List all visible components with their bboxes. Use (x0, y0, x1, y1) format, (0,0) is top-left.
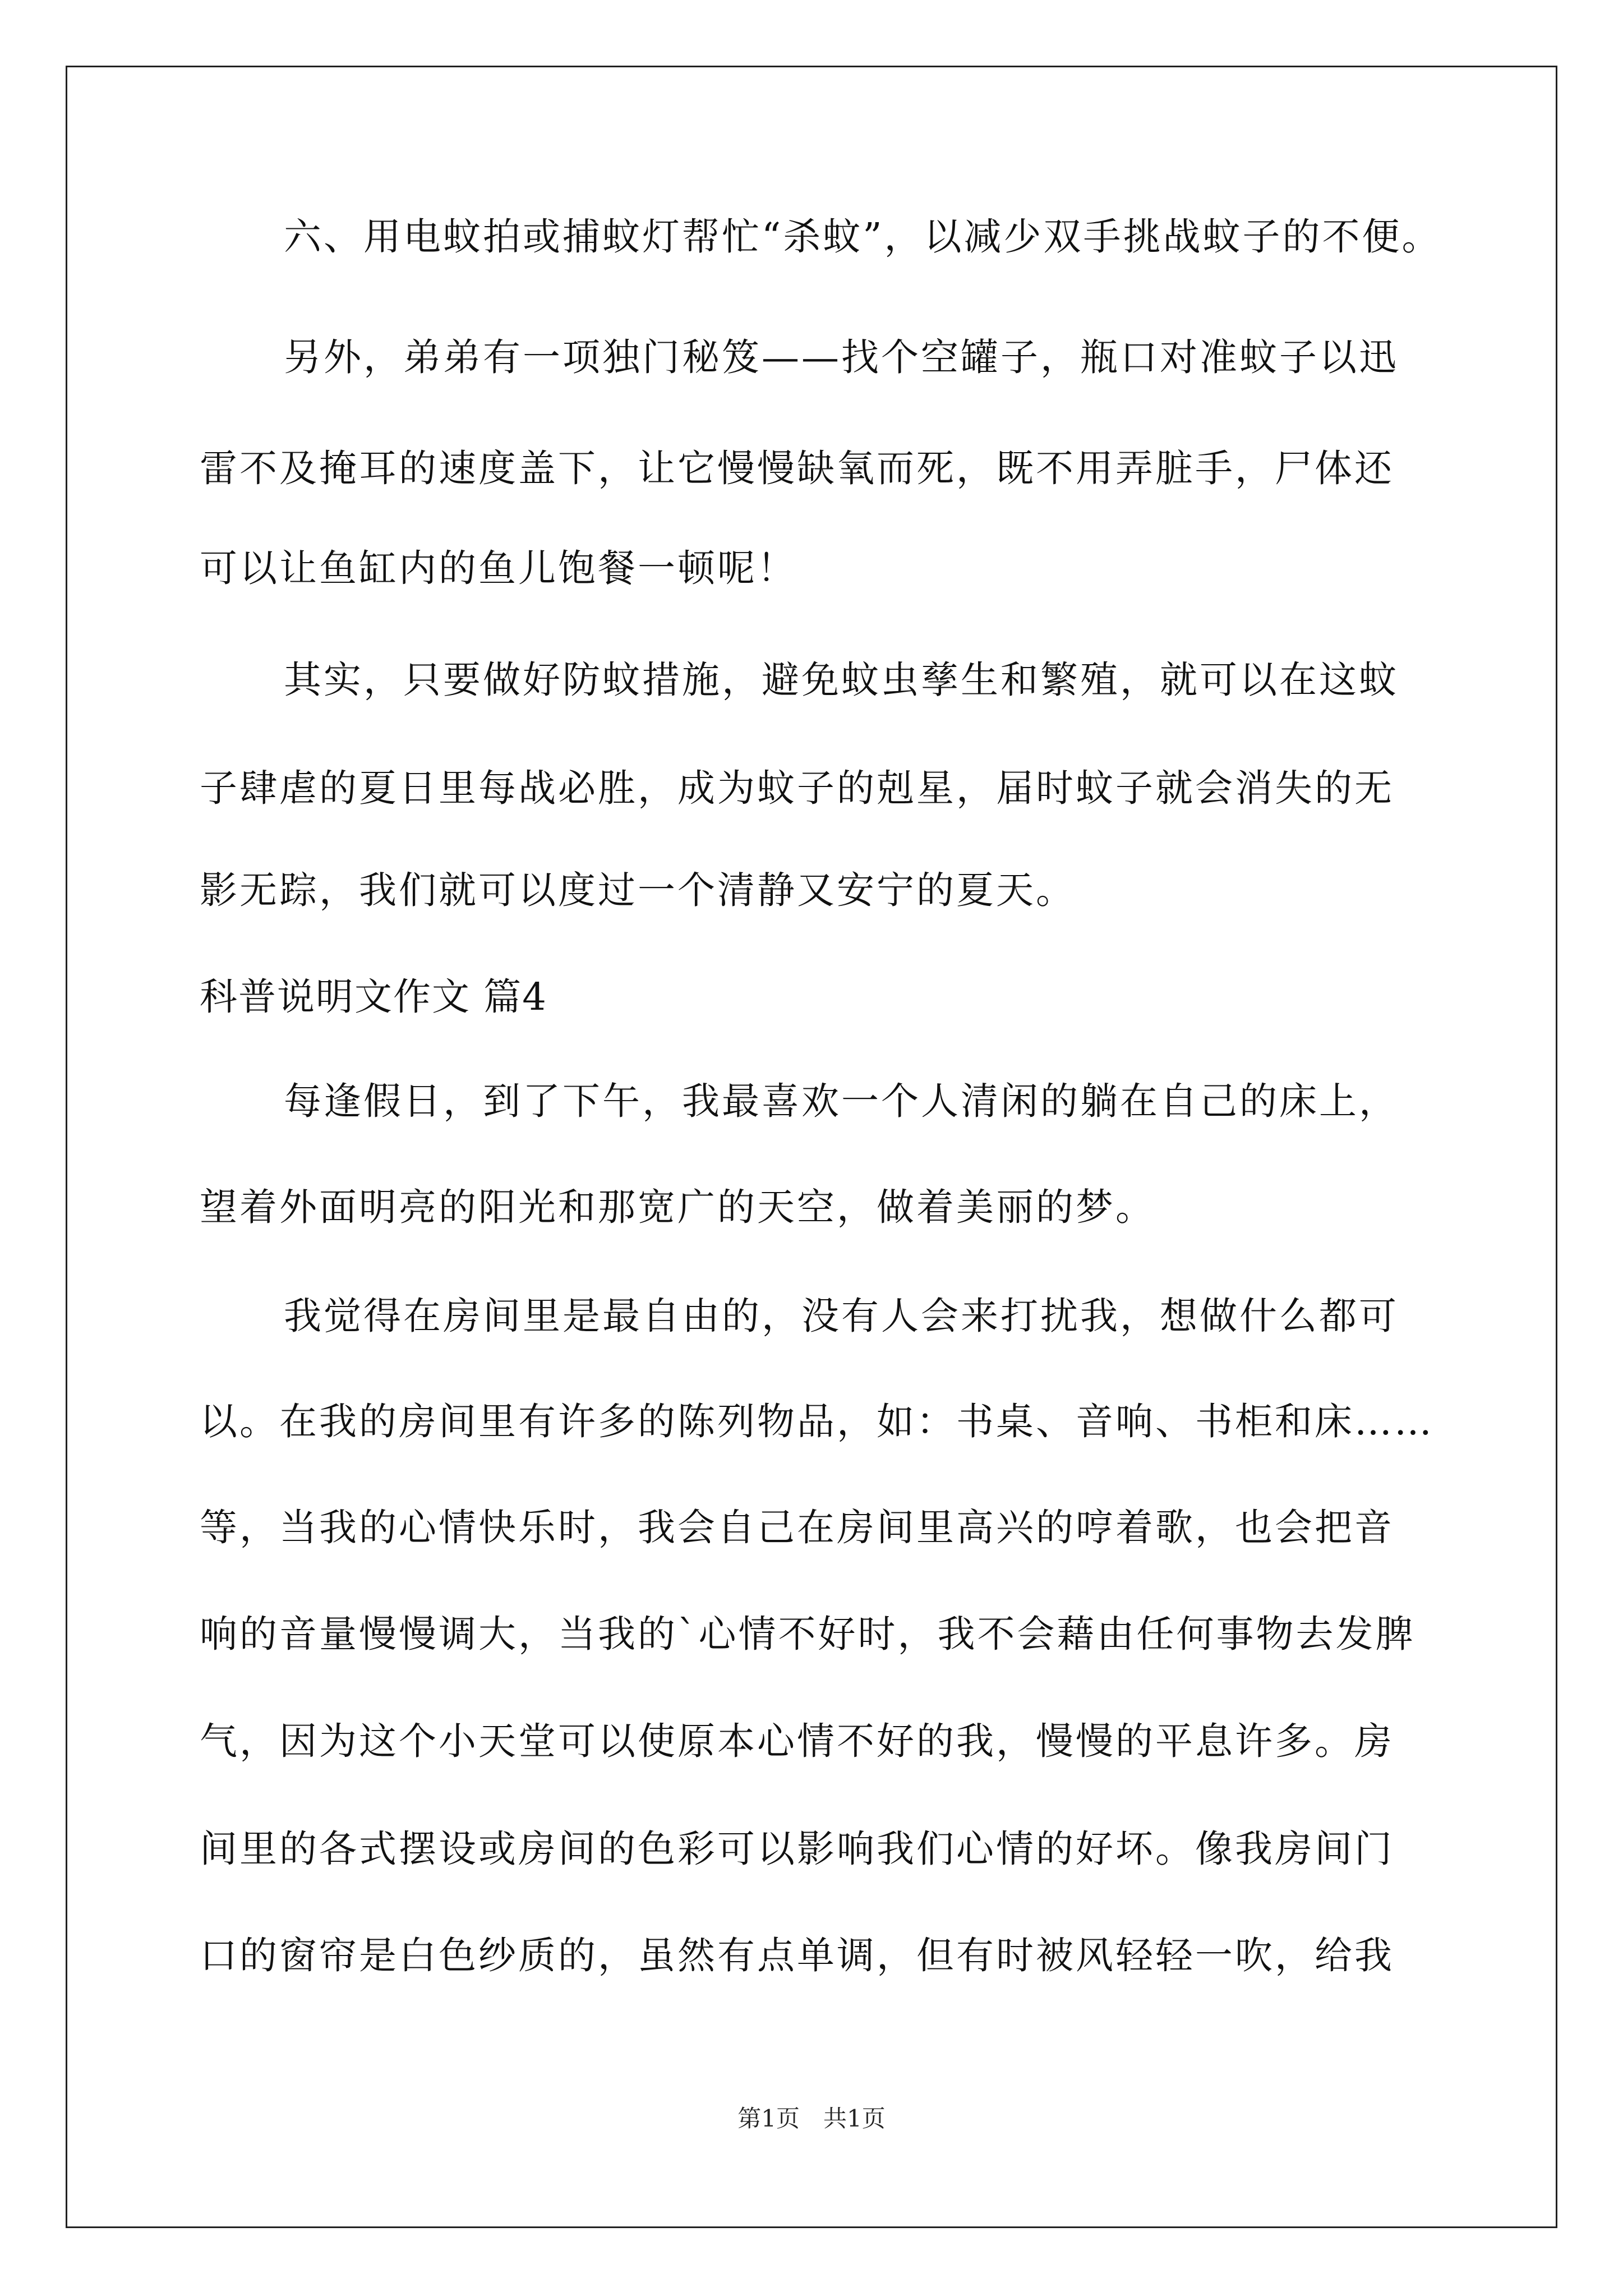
paragraph-line: 口的窗帘是白色纱质的，虽然有点单调，但有时被风轻轻一吹，给我 (200, 1934, 1394, 1977)
paragraph-line: 我觉得在房间里是最自由的，没有人会来打扰我，想做什么都可 (284, 1294, 1399, 1338)
paragraph-line: 间里的各式摆设或房间的色彩可以影响我们心情的好坏。像我房间门 (200, 1827, 1394, 1871)
paragraph-line: 望着外面明亮的阳光和那宽广的天空，做着美丽的梦。 (200, 1185, 1155, 1229)
paragraph-line: 可以让鱼缸内的鱼儿饱餐一顿呢！ (200, 546, 797, 590)
paragraph-line: 响的音量慢慢调大，当我的`心情不好时，我不会藉由任何事物去发脾 (200, 1612, 1415, 1656)
paragraph-line: 雷不及掩耳的速度盖下，让它慢慢缺氧而死，既不用弄脏手，尸体还 (200, 447, 1394, 490)
paragraph-line: 六、用电蚊拍或捕蚊灯帮忙“杀蚊”，以减少双手挑战蚊子的不便。 (284, 215, 1442, 259)
paragraph-line: 子肆虐的夏日里每战必胜，成为蚊子的剋星，届时蚊子就会消失的无 (200, 766, 1394, 810)
page-border (66, 66, 1557, 2228)
paragraph-line: 等，当我的心情快乐时，我会自己在房间里高兴的哼着歌，也会把音 (200, 1506, 1394, 1549)
section-heading: 科普说明文作文 篇4 (200, 975, 547, 1019)
paragraph-line: 其实，只要做好防蚊措施，避免蚊虫孳生和繁殖，就可以在这蚊 (284, 658, 1399, 702)
page-footer: 第1页 共1页 (737, 2105, 886, 2132)
paragraph-line: 影无踪，我们就可以度过一个清静又安宁的夏天。 (200, 868, 1076, 912)
paragraph-line: 气，因为这个小天堂可以使原本心情不好的我，慢慢的平息许多。房 (200, 1719, 1394, 1763)
paragraph-line: 每逢假日，到了下午，我最喜欢一个人清闲的躺在自己的床上， (284, 1079, 1399, 1123)
paragraph-line: 以。在我的房间里有许多的陈列物品，如：书桌、音响、书柜和床…… (200, 1400, 1434, 1443)
paragraph-line: 另外，弟弟有一项独门秘笈——找个空罐子，瓶口对准蚊子以迅 (284, 335, 1399, 379)
